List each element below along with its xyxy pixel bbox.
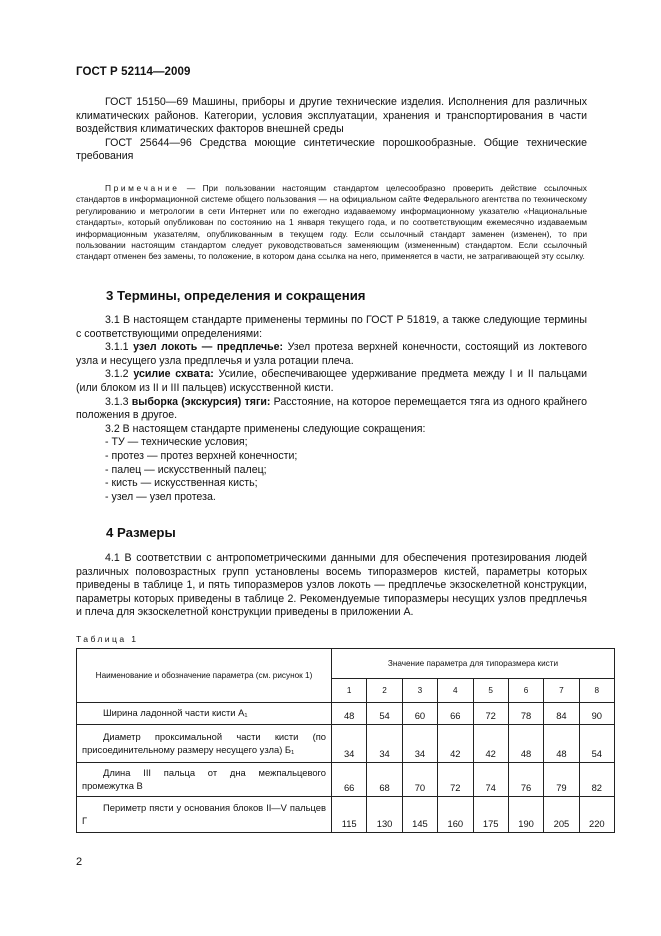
table-cell: 220 [579,797,614,833]
table-row [77,703,615,725]
table-cell: 34 [402,725,437,763]
table-header-size: 1 [332,679,367,703]
paragraph-3-1: 3.1 В настоящем стандарте применены термины по ГОСТ Р 51819, а также следующие термины с соответствующими определениями: [76,314,587,340]
paragraph-4-1: 4.1 В соответствии с антропометрическими данными для обеспечения протезирования людей различных половозрастных групп установлены восемь типоразмеров кистей, параметры которых приведены в таблице 1, и пять типоразмеров узлов локоть — предплечье экзоскелетной конструкции, параметры которых приведены в таблице 2. Рекомендуемые типоразмеры несущих узлов предплечья и плеча для экзоскелетной конструкции приведены в приложении А. [76,552,587,619]
term-3-1-2-name: усилие схвата: [133,368,214,381]
table-row [77,763,615,797]
table-1 [76,648,615,833]
table-cell: 82 [579,763,614,797]
table-cell: 160 [438,797,473,833]
table-cell: 175 [473,797,508,833]
table-header-size: 8 [579,679,614,703]
table-cell: 145 [402,797,437,833]
document-header: ГОСТ Р 52114—2009 [76,66,191,78]
table-cell: 70 [402,763,437,797]
term-3-1-1: 3.1.1 узел локоть — предплечье: Узел протеза верхней конечности, состоящий из локтевого узла и несущего узла предплечья и узла ротации плеча. [76,341,587,367]
abbreviation-item: - палец — искусственный палец; [105,463,267,476]
table-header-size: 6 [508,679,543,703]
reference-gost-15150: ГОСТ 15150—69 Машины, приборы и другие технические изделия. Исполнения для различных климатических районов. Категории, условия эксплуатации, хранения и транспортирования в части воздействия климатических факторов внешней среды [76,96,587,136]
table-cell: 54 [367,703,402,725]
paragraph-3-2: 3.2 В настоящем стандарте применены следующие сокращения: [105,422,426,435]
section-3-title: 3 Термины, определения и сокращения [106,288,366,303]
abbreviation-item: - протез — протез верхней конечности; [105,449,298,462]
table-header-size: 2 [367,679,402,703]
table-cell: 76 [508,763,543,797]
table-cell: 48 [332,703,367,725]
table-row [77,725,615,763]
table-header-values: Значение параметра для типоразмера кисти [332,649,615,679]
table-cell: 66 [332,763,367,797]
table-cell: 42 [438,725,473,763]
term-3-1-1-name: узел локоть — предплечье: [133,341,284,354]
note-text: — При пользовании настоящим стандартом целесообразно проверить действие ссылочных стандартов в информационной системе общего пользования — на официальном сайте Федерального агентства по техническому регулированию и метрологии в сети Интернет или по ежегодно издаваемому информационному указателю «Национальные стандарты», который опубликован по состоянию на 1 января текущего года, и по соответствующим ежемесячно издаваемым информационным указателям, опубликованным в текущем году. Если ссылочный стандарт заменен (изменен), то при пользовании настоящим стандартом следует руководствоваться заменяющим (измененным) стандартом. Если ссылочный стандарт отменен без замены, то положение, в котором дана ссылка на него, применяется в части, не затрагивающей эту ссылку. [76,183,587,262]
table-cell: 78 [508,703,543,725]
term-3-1-3-name: выборка (экскурсия) тяги: [131,395,271,408]
abbreviation-item: - ТУ — технические условия; [105,436,248,449]
table-row [77,797,615,833]
table-cell: 60 [402,703,437,725]
section-4-body [76,552,587,620]
table-cell: 84 [544,703,579,725]
table-header-size: 3 [402,679,437,703]
section-4-title: 4 Размеры [106,525,176,540]
table-cell: 48 [544,725,579,763]
table-cell: 72 [473,703,508,725]
table-header-parameter: Наименование и обозначение параметра (см. рисунок 1) [77,649,332,703]
table-cell: 48 [508,725,543,763]
table-cell: 74 [473,763,508,797]
table-cell: 115 [332,797,367,833]
table-cell: 34 [367,725,402,763]
table-cell: 34 [332,725,367,763]
reference-list [76,96,587,164]
page-number: 2 [76,856,83,868]
term-3-1-2: 3.1.2 усилие схвата: Усилие, обеспечивающее удерживание предмета между I и II пальцами (или блоком из II и III пальцев) искусственной кисти. [76,368,587,394]
table-cell: 90 [579,703,614,725]
table-1-caption: Таблица 1 [76,634,139,644]
abbreviation-item: - узел — узел протеза. [105,490,216,503]
table-cell: 66 [438,703,473,725]
term-3-1-3: 3.1.3 выборка (экскурсия) тяги: Расстояние, на которое перемещается тяга из одного крайнего положения в другое. [76,395,587,422]
parameter-name: Ширина ладонной части кисти А₁ [77,703,332,725]
note-label: Примечание [105,183,180,193]
table-cell: 68 [367,763,402,797]
parameter-name: Периметр пясти у основания блоков II—V пальцев Г [77,797,332,833]
parameter-name: Длина III пальца от дна межпальцевого промежутка В [77,763,332,797]
table-cell: 54 [579,725,614,763]
table-cell: 190 [508,797,543,833]
table-cell: 130 [367,797,402,833]
table-header-size: 4 [438,679,473,703]
section-3-body [76,314,587,504]
abbreviation-item: - кисть — искусственная кисть; [105,477,258,490]
table-cell: 42 [473,725,508,763]
table-cell: 72 [438,763,473,797]
note-block [76,183,587,263]
table-header-size: 7 [544,679,579,703]
table-header-size: 5 [473,679,508,703]
table-cell: 205 [544,797,579,833]
reference-gost-25644: ГОСТ 25644—96 Средства моющие синтетические порошкообразные. Общие технические требования [76,136,587,163]
table-cell: 79 [544,763,579,797]
parameter-name: Диаметр проксимальной части кисти (по присоединительному размеру несущего узла) Б₁ [77,725,332,763]
